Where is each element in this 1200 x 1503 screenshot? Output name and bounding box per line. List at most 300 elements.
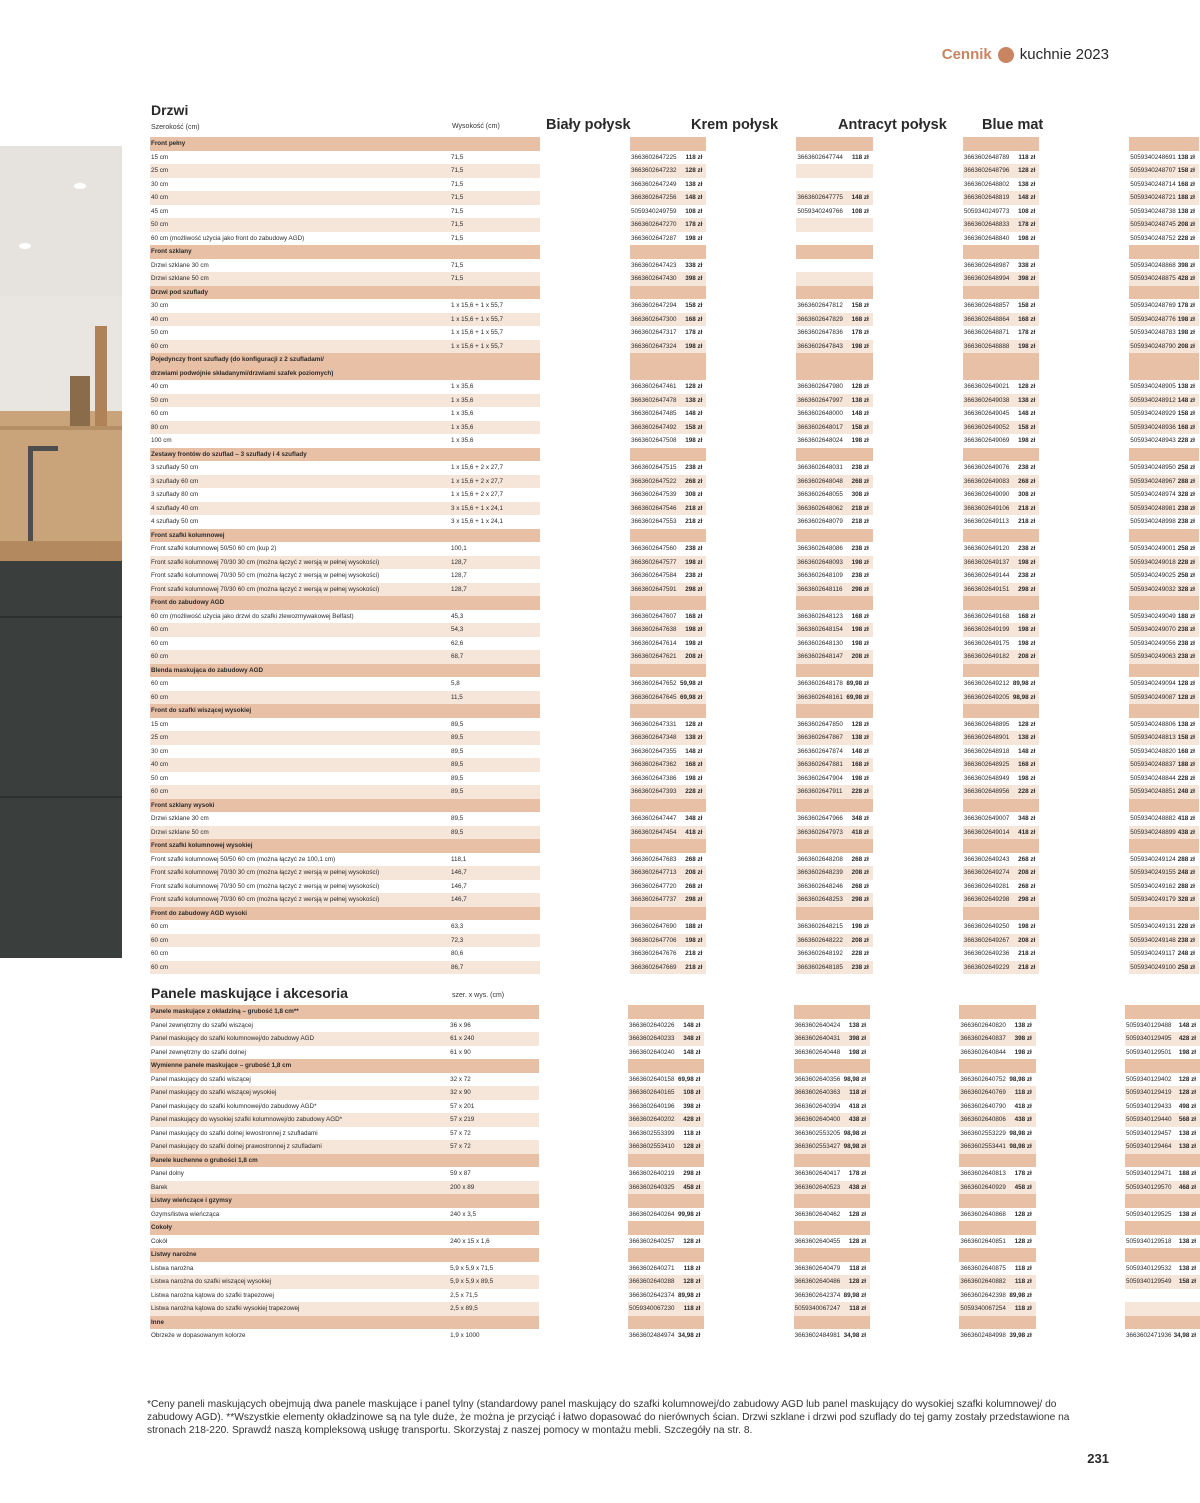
ean-blue-matt: 5059340249131	[1129, 920, 1177, 934]
table-row	[150, 340, 1199, 354]
column-gap	[1039, 164, 1129, 178]
price-blue-matt: 288 zł	[1177, 853, 1199, 867]
price-anthracite-gloss	[1012, 529, 1039, 543]
ean-anthracite-gloss: 3663602649038	[963, 394, 1012, 408]
ean-cream-gloss: 3663602640455	[794, 1235, 843, 1249]
price-white-gloss: 338 zł	[679, 259, 706, 273]
product-dimension: 63,3	[450, 920, 540, 934]
price-blue-matt: 228 zł	[1177, 232, 1199, 246]
column-gap	[706, 164, 796, 178]
column-gap	[706, 340, 796, 354]
ean-cream-gloss: 3663602553205	[794, 1127, 843, 1141]
price-cream-gloss: 98,98 zł	[843, 1140, 870, 1154]
price-anthracite-gloss: 208 zł	[1012, 934, 1039, 948]
price-blue-matt: 138 zł	[1177, 205, 1199, 219]
column-gap	[1036, 1154, 1125, 1168]
ean-white-gloss: 3663602640202	[628, 1113, 677, 1127]
ean-white-gloss: 3663602647454	[630, 826, 679, 840]
ean-blue-matt	[1129, 839, 1177, 853]
price-blue-matt	[1177, 664, 1199, 678]
column-gap	[539, 1235, 628, 1249]
price-anthracite-gloss	[1012, 839, 1039, 853]
price-blue-matt: 258 zł	[1177, 461, 1199, 475]
price-blue-matt: 238 zł	[1177, 515, 1199, 529]
column-gap	[706, 137, 796, 151]
ean-cream-gloss: 3663602640394	[794, 1100, 843, 1114]
column-gap	[1039, 448, 1129, 462]
column-gap	[1039, 218, 1129, 232]
ean-white-gloss	[630, 839, 679, 853]
price-blue-matt: 168 zł	[1177, 178, 1199, 192]
product-dimension: 71,5	[450, 151, 540, 165]
table-row	[150, 1046, 1200, 1060]
ean-blue-matt: 5059340248837	[1129, 758, 1177, 772]
price-cream-gloss: 238 zł	[845, 961, 872, 975]
column-gap	[540, 947, 630, 961]
product-name: 60 cm	[150, 650, 450, 664]
column-gap	[539, 1289, 628, 1303]
column-gap	[540, 664, 630, 678]
category-label: Listwy wieńczące i gzymsy	[150, 1194, 539, 1208]
price-cream-gloss: 168 zł	[845, 610, 872, 624]
product-name: 30 cm	[150, 178, 450, 192]
column-gap	[539, 1221, 628, 1235]
category-row	[150, 907, 1199, 921]
height-column-header: Wysokość (cm)	[452, 123, 500, 130]
price-cream-gloss: 198 zł	[845, 623, 872, 637]
product-name: Obrzeże w dopasowanym kolorze	[150, 1329, 449, 1343]
page-number: 231	[1087, 1451, 1109, 1466]
ean-blue-matt: 5059340248752	[1129, 232, 1177, 246]
price-cream-gloss	[843, 1059, 870, 1073]
ean-blue-matt	[1125, 1316, 1173, 1330]
column-gap	[873, 650, 963, 664]
product-dimension: 146,7	[450, 866, 540, 880]
table-row	[150, 772, 1199, 786]
product-dimension: 5,8	[450, 677, 540, 691]
column-gap	[1039, 191, 1129, 205]
price-white-gloss: 158 zł	[679, 299, 706, 313]
category-row	[150, 448, 1199, 462]
price-cream-gloss: 208 zł	[845, 650, 872, 664]
ean-blue-matt: 5059340248936	[1129, 421, 1177, 435]
ean-anthracite-gloss: 3663602648864	[963, 313, 1012, 327]
price-cream-gloss: 228 zł	[845, 947, 872, 961]
ean-cream-gloss	[794, 1316, 843, 1330]
price-anthracite-gloss: 398 zł	[1008, 1032, 1035, 1046]
column-gap	[1036, 1046, 1125, 1060]
column-gap	[873, 772, 963, 786]
ean-anthracite-gloss: 3663602649236	[963, 947, 1012, 961]
column-gap	[1036, 1127, 1125, 1141]
column-gap	[870, 1248, 959, 1262]
price-blue-matt: 248 zł	[1177, 785, 1199, 799]
table-row	[150, 178, 1199, 192]
price-cream-gloss: 138 zł	[843, 1019, 870, 1033]
column-gap	[1039, 596, 1129, 610]
table-row	[150, 475, 1199, 489]
price-anthracite-gloss	[1012, 286, 1039, 300]
column-gap	[706, 596, 796, 610]
price-cream-gloss: 178 zł	[843, 1167, 870, 1181]
price-blue-matt: 138 zł	[1173, 1208, 1200, 1222]
column-gap	[539, 1127, 628, 1141]
price-cream-gloss: 148 zł	[845, 191, 872, 205]
price-anthracite-gloss: 128 zł	[1012, 164, 1039, 178]
ean-white-gloss	[628, 1005, 677, 1019]
product-name: Panel zewnętrzny do szafki dolnej	[150, 1046, 449, 1060]
price-blue-matt	[1173, 1221, 1200, 1235]
column-gap	[704, 1113, 793, 1127]
column-gap	[706, 434, 796, 448]
column-gap	[539, 1100, 628, 1114]
price-blue-matt	[1173, 1154, 1200, 1168]
price-cream-gloss	[845, 245, 872, 259]
price-anthracite-gloss: 168 zł	[1012, 610, 1039, 624]
ean-anthracite-gloss: 3663602649083	[963, 475, 1012, 489]
price-blue-matt: 138 zł	[1173, 1235, 1200, 1249]
column-gap	[873, 596, 963, 610]
ean-blue-matt: 5059340249049	[1129, 610, 1177, 624]
category-row	[150, 1154, 1200, 1168]
price-anthracite-gloss	[1012, 799, 1039, 813]
table-row	[150, 893, 1199, 907]
price-white-gloss: 218 zł	[679, 947, 706, 961]
product-dimension: 32 x 90	[449, 1086, 539, 1100]
price-blue-matt: 238 zł	[1177, 502, 1199, 516]
product-name: 30 cm	[150, 745, 450, 759]
ean-anthracite-gloss	[959, 1248, 1008, 1262]
product-name: Front szafki kolumnowej 50/50 60 cm (kup 2)	[150, 542, 450, 556]
ean-blue-matt	[1125, 1059, 1173, 1073]
column-gap	[704, 1248, 793, 1262]
column-gap	[540, 920, 630, 934]
price-cream-gloss	[845, 664, 872, 678]
ean-blue-matt: 5059340248950	[1129, 461, 1177, 475]
price-white-gloss: 148 zł	[679, 745, 706, 759]
price-white-gloss: 298 zł	[679, 583, 706, 597]
column-gap	[1039, 934, 1129, 948]
product-name: 60 cm	[150, 691, 450, 705]
column-gap	[1036, 1262, 1125, 1276]
product-dimension: 71,5	[450, 178, 540, 192]
ean-blue-matt	[1129, 596, 1177, 610]
ean-anthracite-gloss	[963, 839, 1012, 853]
category-label: Cokoły	[150, 1221, 539, 1235]
column-gap	[873, 475, 963, 489]
column-gap	[540, 380, 630, 394]
ean-blue-matt	[1129, 704, 1177, 718]
product-name: 45 cm	[150, 205, 450, 219]
ean-anthracite-gloss: 3663602649250	[963, 920, 1012, 934]
ean-blue-matt	[1129, 245, 1177, 259]
column-gap	[873, 299, 963, 313]
column-gap	[540, 610, 630, 624]
ean-cream-gloss	[796, 178, 845, 192]
column-gap	[706, 745, 796, 759]
column-gap	[540, 218, 630, 232]
column-gap	[704, 1059, 793, 1073]
column-gap	[706, 920, 796, 934]
table-row	[150, 1329, 1200, 1343]
price-anthracite-gloss: 268 zł	[1012, 880, 1039, 894]
price-anthracite-gloss: 198 zł	[1012, 772, 1039, 786]
price-cream-gloss: 438 zł	[843, 1181, 870, 1195]
column-gap	[704, 1086, 793, 1100]
header-dot-icon	[998, 47, 1014, 63]
ean-blue-matt: 5059340248844	[1129, 772, 1177, 786]
price-blue-matt: 148 zł	[1177, 394, 1199, 408]
ean-blue-matt: 5059340248998	[1129, 515, 1177, 529]
product-dimension: 89,5	[450, 772, 540, 786]
column-gap	[1039, 610, 1129, 624]
column-gap	[539, 1019, 628, 1033]
price-cream-gloss	[845, 799, 872, 813]
price-white-gloss: 34,98 zł	[677, 1329, 704, 1343]
column-gap	[540, 367, 630, 381]
ean-cream-gloss	[796, 664, 845, 678]
ean-anthracite-gloss: 5059340067254	[959, 1302, 1008, 1316]
product-dimension: 89,5	[450, 785, 540, 799]
column-gap	[540, 745, 630, 759]
price-blue-matt: 228 zł	[1177, 772, 1199, 786]
price-cream-gloss: 198 zł	[845, 920, 872, 934]
ean-anthracite-gloss: 3663602648956	[963, 785, 1012, 799]
price-blue-matt	[1173, 1248, 1200, 1262]
table-row	[150, 1127, 1200, 1141]
ean-white-gloss: 3663602647737	[630, 893, 679, 907]
ean-white-gloss	[630, 353, 679, 367]
price-white-gloss	[677, 1005, 704, 1019]
price-cream-gloss: 118 zł	[843, 1086, 870, 1100]
column-gap	[706, 502, 796, 516]
price-anthracite-gloss: 218 zł	[1012, 515, 1039, 529]
ean-blue-matt: 5059340248738	[1129, 205, 1177, 219]
ean-cream-gloss: 3663602648000	[796, 407, 845, 421]
category-label: Wymienne panele maskujące – grubość 1,8 cm	[150, 1059, 539, 1073]
product-dimension: 5,9 x 5,9 x 89,5	[449, 1275, 539, 1289]
price-blue-matt	[1177, 367, 1199, 381]
column-gap	[1039, 137, 1129, 151]
ean-white-gloss	[630, 529, 679, 543]
ean-cream-gloss	[796, 799, 845, 813]
column-gap	[540, 475, 630, 489]
column-gap	[1039, 286, 1129, 300]
ean-anthracite-gloss: 3663602553229	[959, 1127, 1008, 1141]
ean-white-gloss: 3663602647270	[630, 218, 679, 232]
product-dimension: 89,5	[450, 718, 540, 732]
column-gap	[873, 448, 963, 462]
column-gap	[540, 583, 630, 597]
price-white-gloss: 208 zł	[679, 866, 706, 880]
price-blue-matt: 188 zł	[1173, 1167, 1200, 1181]
column-gap	[1039, 529, 1129, 543]
price-white-gloss: 69,98 zł	[677, 1073, 704, 1087]
ean-cream-gloss: 3663602648116	[796, 583, 845, 597]
price-anthracite-gloss: 148 zł	[1012, 407, 1039, 421]
column-gap	[873, 272, 963, 286]
column-gap	[1039, 556, 1129, 570]
column-gap	[539, 1005, 628, 1019]
column-gap	[873, 502, 963, 516]
price-white-gloss: 238 zł	[679, 542, 706, 556]
ean-blue-matt	[1129, 137, 1177, 151]
price-white-gloss: 218 zł	[679, 515, 706, 529]
price-anthracite-gloss: 128 zł	[1008, 1235, 1035, 1249]
price-cream-gloss: 398 zł	[843, 1032, 870, 1046]
column-gap	[540, 556, 630, 570]
price-anthracite-gloss	[1012, 664, 1039, 678]
category-row	[150, 1316, 1200, 1330]
price-blue-matt: 138 zł	[1173, 1140, 1200, 1154]
price-blue-matt: 398 zł	[1177, 259, 1199, 273]
category-label: Front szafki kolumnowej	[150, 529, 540, 543]
column-gap	[706, 151, 796, 165]
column-gap	[1039, 772, 1129, 786]
price-anthracite-gloss: 438 zł	[1008, 1113, 1035, 1127]
column-gap	[706, 583, 796, 597]
column-gap	[870, 1208, 959, 1222]
ean-white-gloss: 3663602647232	[630, 164, 679, 178]
product-name: Drzwi szklane 30 cm	[150, 259, 450, 273]
finish-header-anthracite-gloss: Antracyt połysk	[838, 117, 947, 133]
column-gap	[873, 583, 963, 597]
product-name: 60 cm	[150, 677, 450, 691]
column-gap	[540, 394, 630, 408]
column-gap	[539, 1275, 628, 1289]
ean-anthracite-gloss: 3663602648994	[963, 272, 1012, 286]
category-row	[150, 137, 1199, 151]
ean-white-gloss: 3663602647652	[630, 677, 679, 691]
price-cream-gloss: 168 zł	[845, 758, 872, 772]
price-white-gloss: 138 zł	[679, 394, 706, 408]
column-gap	[539, 1302, 628, 1316]
column-gap	[873, 799, 963, 813]
price-white-gloss: 148 zł	[677, 1046, 704, 1060]
ean-anthracite-gloss: 5059340249773	[963, 205, 1012, 219]
price-blue-matt: 238 zł	[1177, 623, 1199, 637]
column-gap	[1039, 826, 1129, 840]
table-row	[150, 1113, 1200, 1127]
price-blue-matt: 188 zł	[1177, 191, 1199, 205]
product-name: 40 cm	[150, 758, 450, 772]
ean-anthracite-gloss: 3663602640806	[959, 1113, 1008, 1127]
ean-anthracite-gloss: 3663602649298	[963, 893, 1012, 907]
ean-anthracite-gloss: 3663602649205	[963, 691, 1012, 705]
column-gap	[540, 448, 630, 462]
ean-blue-matt: 5059340129570	[1125, 1181, 1173, 1195]
price-blue-matt: 198 zł	[1173, 1046, 1200, 1060]
ean-blue-matt: 5059340249100	[1129, 961, 1177, 975]
price-anthracite-gloss: 198 zł	[1012, 556, 1039, 570]
product-dimension: 1 x 15,6 + 1 x 55,7	[450, 313, 540, 327]
price-anthracite-gloss: 458 zł	[1008, 1181, 1035, 1195]
price-white-gloss: 99,98 zł	[677, 1208, 704, 1222]
column-gap	[706, 367, 796, 381]
column-gap	[540, 205, 630, 219]
ean-blue-matt: 5059340248929	[1129, 407, 1177, 421]
column-gap	[540, 637, 630, 651]
ean-anthracite-gloss: 3663602648918	[963, 745, 1012, 759]
price-white-gloss: 428 zł	[677, 1113, 704, 1127]
category-row	[150, 1005, 1200, 1019]
column-gap	[873, 488, 963, 502]
table-row	[150, 407, 1199, 421]
ean-anthracite-gloss	[963, 286, 1012, 300]
ean-blue-matt: 5059340248714	[1129, 178, 1177, 192]
ean-white-gloss: 3663602640233	[628, 1032, 677, 1046]
category-label: Panele kuchenne o grubości 1,8 cm	[150, 1154, 539, 1168]
column-gap	[1036, 1248, 1125, 1262]
ean-anthracite-gloss	[959, 1154, 1008, 1168]
column-gap	[540, 340, 630, 354]
ean-cream-gloss: 3663602640523	[794, 1181, 843, 1195]
column-gap	[1039, 907, 1129, 921]
column-gap	[539, 1208, 628, 1222]
price-white-gloss: 458 zł	[677, 1181, 704, 1195]
column-gap	[540, 853, 630, 867]
column-gap	[1039, 205, 1129, 219]
ean-white-gloss	[630, 664, 679, 678]
product-dimension: 1 x 15,6 + 2 x 27,7	[450, 488, 540, 502]
ean-white-gloss: 3663602647423	[630, 259, 679, 273]
price-anthracite-gloss	[1012, 353, 1039, 367]
ean-cream-gloss: 3663602648246	[796, 880, 845, 894]
price-cream-gloss	[845, 704, 872, 718]
ean-cream-gloss: 3663602648154	[796, 623, 845, 637]
price-white-gloss: 198 zł	[679, 934, 706, 948]
column-gap	[704, 1019, 793, 1033]
table-row	[150, 934, 1199, 948]
price-anthracite-gloss	[1012, 448, 1039, 462]
column-gap	[706, 394, 796, 408]
price-anthracite-gloss: 198 zł	[1012, 434, 1039, 448]
ean-cream-gloss	[796, 839, 845, 853]
price-cream-gloss: 89,98 zł	[845, 677, 872, 691]
doors-section-title: Drzwi	[151, 102, 189, 118]
column-gap	[706, 205, 796, 219]
ean-anthracite-gloss: 3663602649120	[963, 542, 1012, 556]
column-gap	[1036, 1019, 1125, 1033]
product-name: Front szafki kolumnowej 70/30 50 cm (można łączyć z wersją w pełnej wysokości)	[150, 569, 450, 583]
column-gap	[540, 164, 630, 178]
column-gap	[704, 1167, 793, 1181]
column-gap	[873, 907, 963, 921]
column-gap	[870, 1167, 959, 1181]
ean-white-gloss: 3663602647256	[630, 191, 679, 205]
price-anthracite-gloss: 198 zł	[1008, 1046, 1035, 1060]
ean-cream-gloss: 3663602648086	[796, 542, 845, 556]
product-name: Drzwi szklane 50 cm	[150, 826, 450, 840]
column-gap	[873, 812, 963, 826]
product-dimension: 146,7	[450, 880, 540, 894]
ean-white-gloss: 3663602484974	[628, 1329, 677, 1343]
price-cream-gloss	[845, 353, 872, 367]
price-cream-gloss: 238 zł	[845, 569, 872, 583]
price-cream-gloss: 128 zł	[843, 1208, 870, 1222]
ean-anthracite-gloss: 3663602649090	[963, 488, 1012, 502]
product-dimension: 89,5	[450, 731, 540, 745]
ean-blue-matt	[1129, 529, 1177, 543]
price-white-gloss: 128 zł	[679, 164, 706, 178]
price-blue-matt: 238 zł	[1177, 934, 1199, 948]
price-blue-matt: 258 zł	[1177, 542, 1199, 556]
product-name: Gzyms/listwa wieńcząca	[150, 1208, 449, 1222]
category-label: Pojedynczy front szuflady (do konfiguracji z 2 szufladami/	[150, 353, 540, 367]
ean-blue-matt: 5059340248899	[1129, 826, 1177, 840]
column-gap	[540, 569, 630, 583]
ean-blue-matt: 5059340249087	[1129, 691, 1177, 705]
